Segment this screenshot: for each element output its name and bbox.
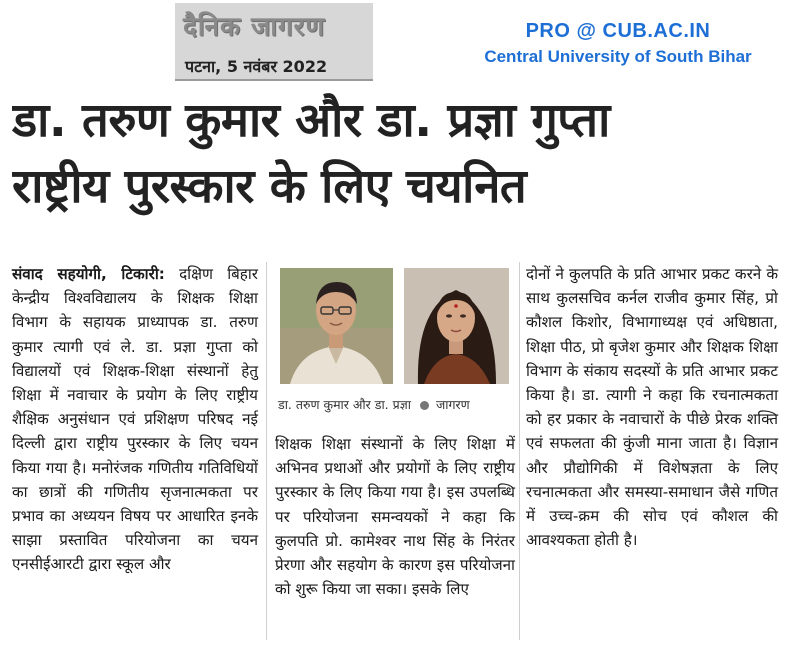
headline — [12, 88, 782, 220]
byline: संवाद सहयोगी, टिकारी: — [12, 265, 165, 283]
photo-tarun-kumar — [280, 268, 393, 384]
photo-pragya-gupta — [404, 268, 509, 384]
headline-line-2: राष्ट्रीय पुरस्कार के लिए चयनित — [12, 159, 527, 214]
photo-caption — [278, 396, 518, 413]
credit-email: PRO @ CUB.AC.IN — [525, 20, 711, 42]
credit-block — [468, 20, 768, 67]
article-column-1 — [12, 262, 258, 577]
column-divider-1 — [266, 262, 267, 640]
caption-names: डा. तरुण कुमार और डा. प्रज्ञा — [278, 397, 411, 412]
portrait-woman-image — [404, 268, 509, 384]
caption-source: जागरण — [435, 397, 470, 412]
newspaper-name: दैनिक जागरण — [183, 12, 326, 42]
bullet-dot-icon — [420, 401, 429, 410]
article-column-2: शिक्षक शिक्षा संस्थानों के लिए शिक्षा में अभिनव प्रथाओं और प्रयोगों के लिए राष्ट्रीय पुरस्कार के लिए किया गया है। इस उपलब्धि पर परियोजना समन्वयकों ने कहा कि कुलपति प्रो. कामेश्वर नाथ सिंह के निरंतर प्रेरणा और सहयोग के कारण इस परियोजना को शुरू किया जा सका। इसके लिए — [275, 435, 515, 599]
dateline: पटना, 5 नवंबर 2022 — [185, 57, 328, 76]
portrait-man-image — [280, 268, 393, 384]
newspaper-masthead — [175, 3, 373, 81]
headline-line-1: डा. तरुण कुमार और डा. प्रज्ञा गुप्ता — [12, 93, 610, 148]
article-column-1-text: दक्षिण बिहार केन्द्रीय विश्वविद्यालय के शिक्षक शिक्षा विभाग के सहायक प्राध्यापक डा. तरुण कुमार त्यागी एवं ले. डा. प्रज्ञा गुप्ता को विद्यालयों एवं शिक्षक-शिक्षा संस्थानों हेतु शिक्षा में नवाचार के प्रयोग के लिए राष्ट्रीय शैक्षिक अनुसंधान एवं प्रशिक्षण परिषद नई दिल्ली द्वारा राष्ट्रीय पुरस्कार के लिए चयन किया गया है। मनोरंजक गणितीय गतिविधियों का छात्रों की गणितीय सृजनात्मकता पर प्रभाव का अध्ययन विषय पर आधारित इनके साझा प्रस्तावित परियोजना का चयन एनसीईआरटी द्वारा स्कूल और — [12, 265, 259, 574]
credit-university: Central University of South Bihar — [484, 47, 752, 66]
article-column-3: दोनों ने कुलपति के प्रति आभार प्रकट करने के साथ कुलसचिव कर्नल राजीव कुमार सिंह, प्रो कौशल किशोर, विभागाध्यक्ष एवं अधिष्ठाता, शिक्षा पीठ, प्रो बृजेश कुमार और शिक्षक शिक्षा विभाग के संकाय सदस्यों के प्रति आभार प्रकट किया है। डा. त्यागी ने कहा कि रचनात्मकता को हर प्रकार के नवाचारों के पीछे प्रेरक शक्ति एवं सफलता की कुंजी माना जाता है। विज्ञान और प्रौद्योगिकी में विशेषज्ञता के लिए रचनात्मकता और समस्या-समाधान जैसे गणित में उच्च-क्रम की सोच एवं कौशल की आवश्यकता होती है। — [526, 265, 778, 550]
column-divider-2 — [519, 262, 520, 640]
